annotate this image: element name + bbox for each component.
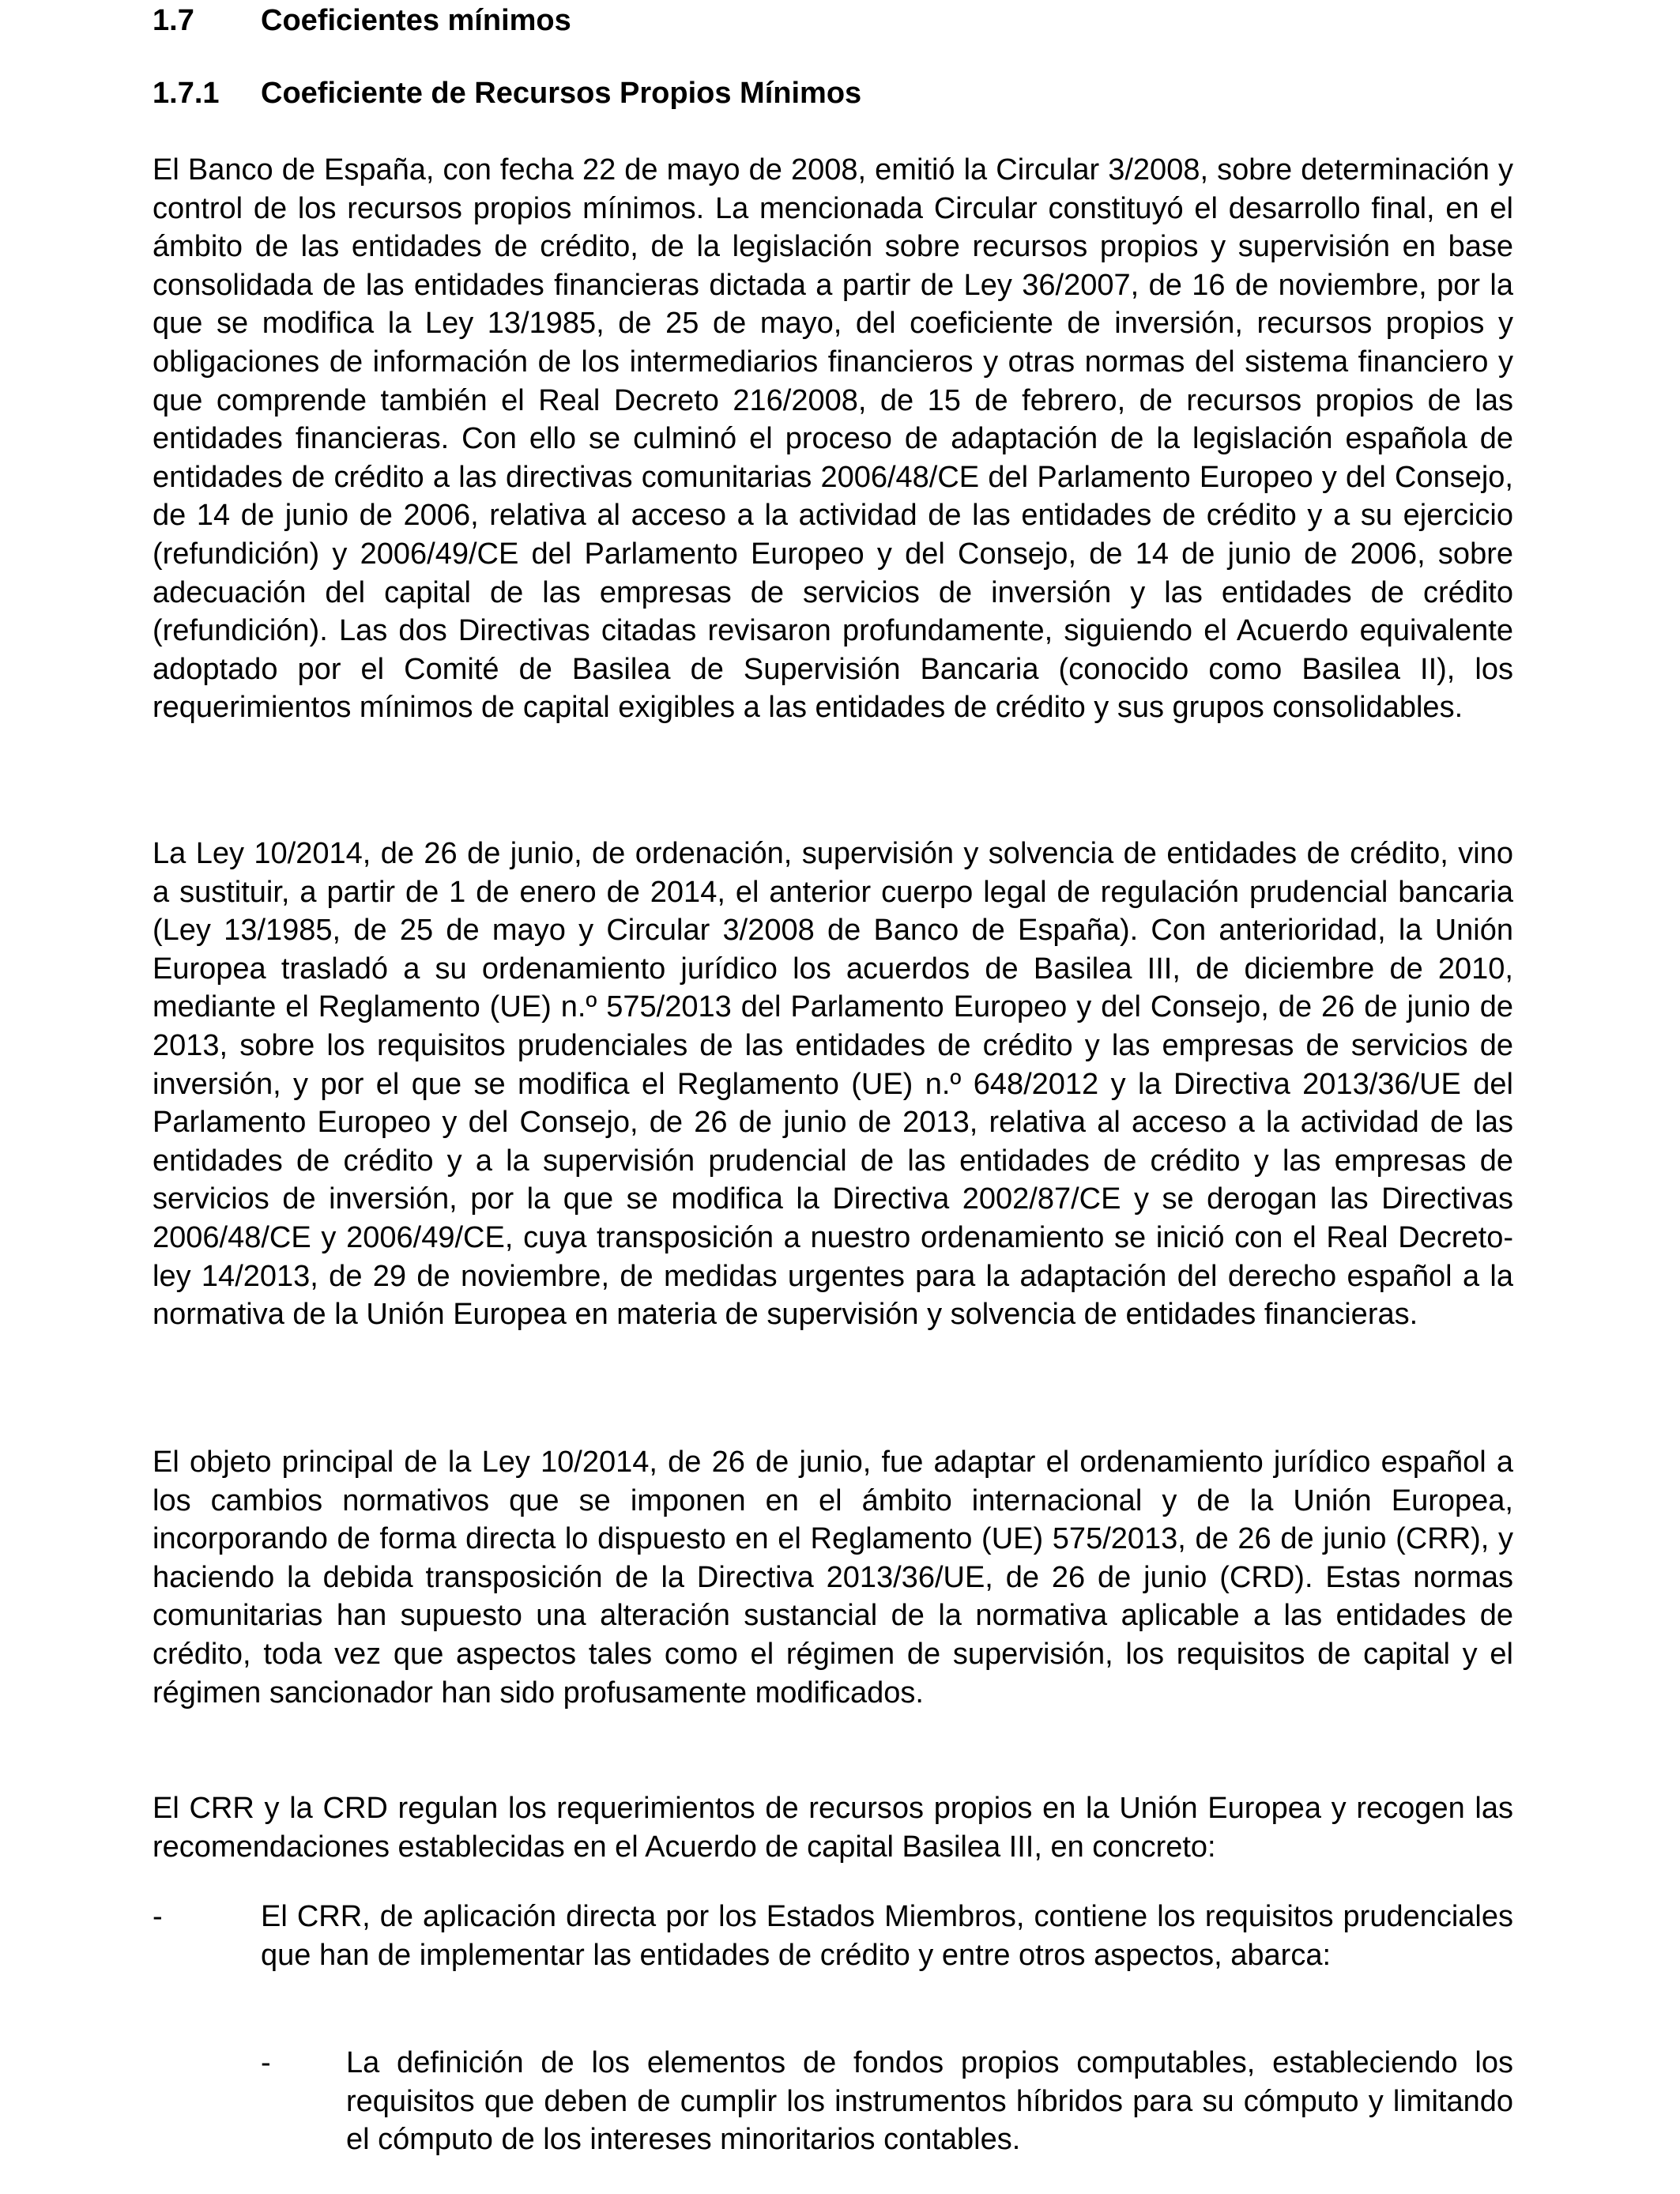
bullet-text: El CRR, de aplicación directa por los Estados Miembros, contiene los requisitos prudenciales que han de implementar las entidades de crédito y entre otros aspectos, abarca: bbox=[261, 1900, 1513, 1972]
sub-list-item bbox=[261, 2044, 1513, 2159]
subsection-heading bbox=[153, 74, 861, 112]
section-heading bbox=[153, 2, 571, 40]
section-number: 1.7 bbox=[153, 4, 194, 37]
subsection-number: 1.7.1 bbox=[153, 77, 220, 110]
sub-bullet-marker: - bbox=[261, 2046, 271, 2079]
list-item bbox=[153, 1898, 1513, 1974]
bullet-marker: - bbox=[153, 1900, 163, 1933]
paragraph-objeto-principal: El objeto principal de la Ley 10/2014, de 26 de junio, fue adaptar el ordenamiento jurídico español a los cambios normativos que se imponen en el ámbito internacional y de la Unión Europea, incorporando de forma directa lo dispuesto en el Reglamento (UE) 575/2013, de 26 de junio (CRR), y haciendo la debida transposición de la Directiva 2013/36/UE, de 26 de junio (CRD). Estas normas comunitarias han supuesto una alteración sustancial de la normativa aplicable a las entidades de crédito, toda vez que aspectos tales como el régimen de supervisión, los requisitos de capital y el régimen sancionador han sido profusamente modificados. bbox=[153, 1446, 1513, 1710]
paragraph-ley-10-2014: La Ley 10/2014, de 26 de junio, de ordenación, supervisión y solvencia de entidades de crédito, vino a sustituir, a partir de 1 de enero de 2014, el anterior cuerpo legal de regulación prudencial bancaria (Ley 13/1985, de 25 de mayo y Circular 3/2008 de Banco de España). Con anterioridad, la Unión Europea trasladó a su ordenamiento jurídico los acuerdos de Basilea III, de diciembre de 2010, mediante el Reglamento (UE) n.º 575/2013 del Parlamento Europeo y del Consejo, de 26 de junio de 2013, sobre los requisitos prudenciales de las entidades de crédito y las empresas de servicios de inversión, y por el que se modifica el Reglamento (UE) n.º 648/2012 y la Directiva 2013/36/UE del Parlamento Europeo y del Consejo, de 26 de junio de 2013, relativa al acceso a la actividad de las entidades de crédito y a la supervisión prudencial de las entidades de crédito y las empresas de servicios de inversión, por la que se modifica la Directiva 2002/87/CE y se derogan las Directivas 2006/48/CE y 2006/49/CE, cuya transposición a nuestro ordenamiento se inició con el Real Decreto-ley 14/2013, de 29 de noviembre, de medidas urgentes para la adaptación del derecho español a la normativa de la Unión Europea en materia de supervisión y solvencia de entidades financieras. bbox=[153, 837, 1513, 1332]
paragraph-circular-3-2008: El Banco de España, con fecha 22 de mayo de 2008, emitió la Circular 3/2008, sobre determinación y control de los recursos propios mínimos. La mencionada Circular constituyó el desarrollo final, en el ámbito de las entidades de crédito, de la legislación sobre recursos propios y supervisión en base consolidada de las entidades financieras dictada a partir de Ley 36/2007, de 16 de noviembre, por la que se modifica la Ley 13/1985, de 25 de mayo, del coeficiente de inversión, recursos propios y obligaciones de información de los intermediarios financieros y otras normas del sistema financiero y que comprende también el Real Decreto 216/2008, de 15 de febrero, de recursos propios de las entidades financieras. Con ello se culminó el proceso de adaptación de la legislación española de entidades de crédito a las directivas comunitarias 2006/48/CE del Parlamento Europeo y del Consejo, de 14 de junio de 2006, relativa al acceso a la actividad de las entidades de crédito y a su ejercicio (refundición) y 2006/49/CE del Parlamento Europeo y del Consejo, de 14 de junio de 2006, sobre adecuación del capital de las empresas de servicios de inversión y las entidades de crédito (refundición). Las dos Directivas citadas revisaron profundamente, siguiendo el Acuerdo equivalente adoptado por el Comité de Basilea de Supervisión Bancaria (conocido como Basilea II), los requerimientos mínimos de capital exigibles a las entidades de crédito y sus grupos consolidables. bbox=[153, 153, 1513, 725]
paragraph-crr-crd: El CRR y la CRD regulan los requerimientos de recursos propios en la Unión Europea y recogen las recomendaciones establecidas en el Acuerdo de capital Basilea III, en concreto: bbox=[153, 1792, 1513, 1864]
section-title: Coeficientes mínimos bbox=[261, 4, 571, 37]
subsection-title: Coeficiente de Recursos Propios Mínimos bbox=[261, 77, 862, 110]
sub-bullet-text: La definición de los elementos de fondos propios computables, estableciendo los requisitos que deben de cumplir los instrumentos híbridos para su cómputo y limitando el cómputo de los intereses minoritarios contables. bbox=[346, 2046, 1513, 2157]
